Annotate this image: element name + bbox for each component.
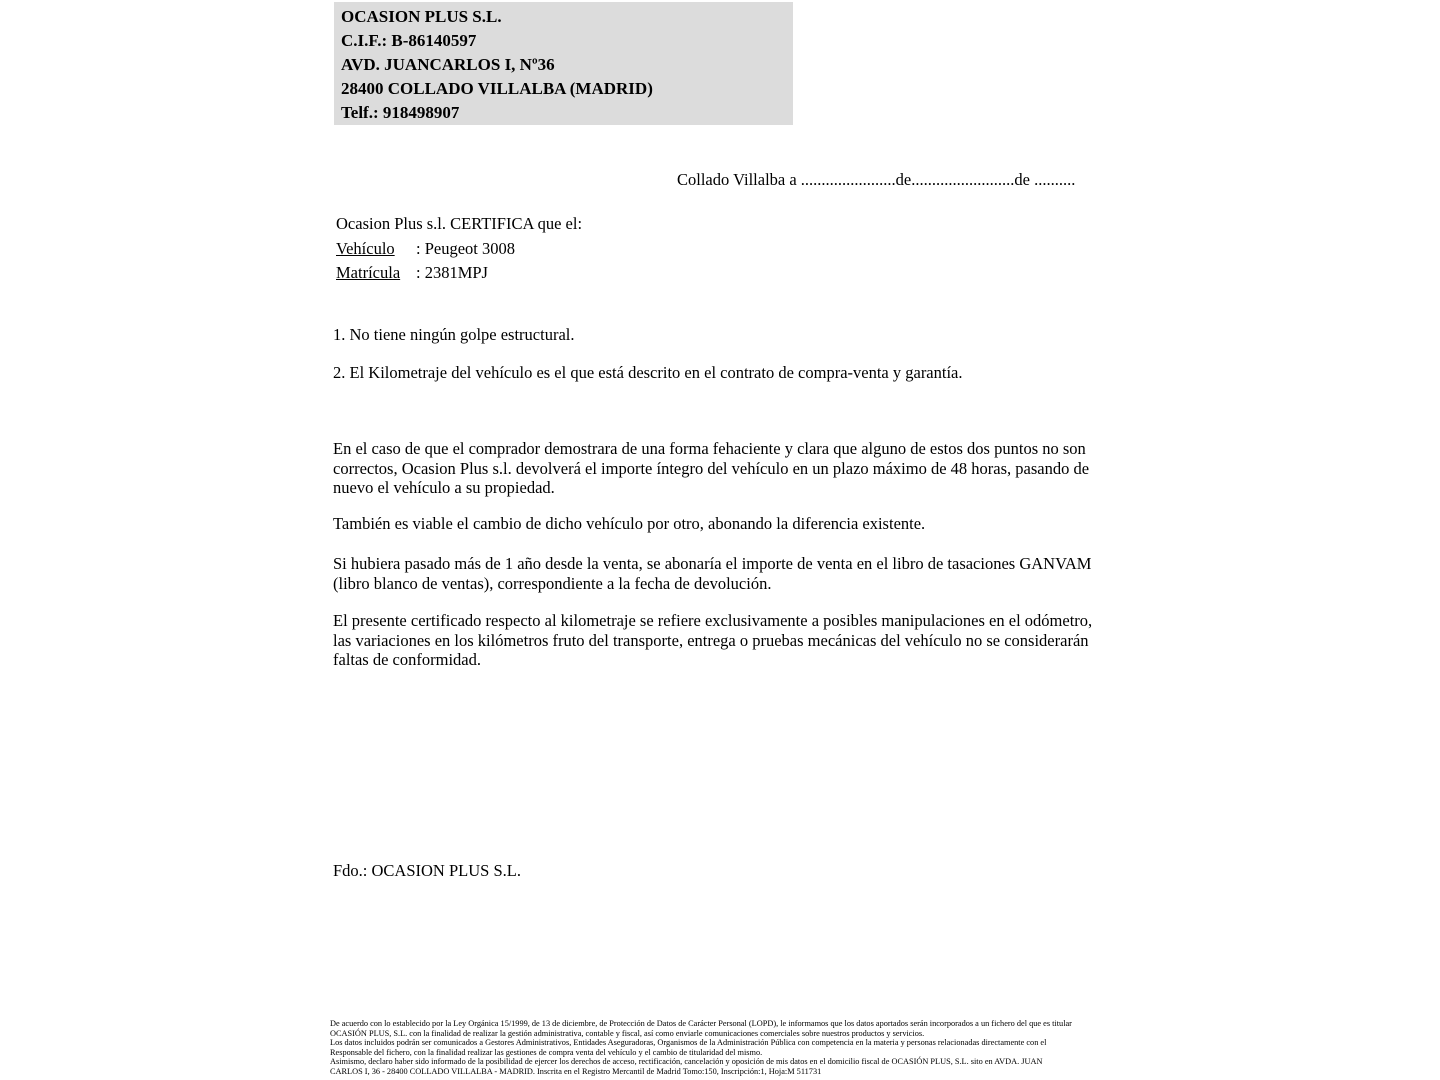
paragraph-odometer: El presente certificado respecto al kilometraje se refiere exclusivamente a posibles manipulaciones en el odómetro, las variaciones en los kilómetros fruto del transporte, entrega o pruebas mecánicas del vehículo no se considerarán faltas de conformidad. <box>333 611 1093 669</box>
company-address: AVD. JUANCARLOS I, Nº36 <box>341 55 555 74</box>
date-line: Collado Villalba a .......................de.........................de .......... <box>677 170 1076 189</box>
condition-point-2: 2. El Kilometraje del vehículo es el que está descrito en el contrato de compra-venta y garantía. <box>333 363 963 382</box>
legal-line: CARLOS I, 36 - 28400 COLLADO VILLALBA - MADRID. Inscrita en el Registro Mercantil de Madrid Tomo:150, Inscripción:1, Hoja:M 511731 <box>330 1066 822 1076</box>
legal-line: OCASIÓN PLUS, S.L. con la finalidad de realizar la gestión administrativa, contable y fiscal, así como enviarle comunicaciones comerciales sobre nuestros productos y servicios. <box>330 1028 925 1038</box>
paragraph-ganvam: Si hubiera pasado más de 1 año desde la venta, se abonaría el importe de venta en el libro de tasaciones GANVAM (libro blanco de ventas), correspondiente a la fecha de devolución. <box>333 554 1092 593</box>
legal-line: Asimismo, declaro haber sido informado de la posibilidad de ejercer los derechos de acceso, rectificación, cancelación y oposición de mis datos en el domicilio fiscal de OCASIÓN PLUS, S.L. sito en AVDA. JUAN <box>330 1057 1043 1067</box>
company-phone: Telf.: 918498907 <box>341 103 460 122</box>
plate-label: Matrícula <box>336 263 401 282</box>
certify-intro: Ocasion Plus s.l. CERTIFICA que el: <box>336 214 583 233</box>
legal-line: Responsable del fichero, con la finalidad realizar las gestiones de compra venta del vehículo y el cambio de titularidad del mismo. <box>330 1047 763 1057</box>
vehicle-value: : Peugeot 3008 <box>416 238 515 258</box>
plate-line <box>336 261 582 286</box>
paragraph-exchange: También es viable el cambio de dicho vehículo por otro, abonando la diferencia existente. <box>333 514 926 533</box>
signature-line: Fdo.: OCASION PLUS S.L. <box>333 861 521 880</box>
legal-line: De acuerdo con lo establecido por la Ley Orgánica 15/1999, de 13 de diciembre, de Protección de Datos de Carácter Personal (LOPD), le informamos que los datos aportados serán incorporados a un fichero del que es titular <box>330 1019 1072 1028</box>
legal-line: Los datos incluidos podrán ser comunicados a Gestores Administrativos, Entidades Aseguradoras, Organismos de la Administración Pública con competencia en la materia y personas relacionadas directamente con el <box>330 1038 1047 1048</box>
company-cif: C.I.F.: B-86140597 <box>341 31 477 50</box>
legal-footer <box>330 1019 1072 1077</box>
condition-point-1: 1. No tiene ningún golpe estructural. <box>333 325 575 344</box>
vehicle-label: Vehículo <box>336 238 395 258</box>
company-name: OCASION PLUS S.L. <box>341 7 502 26</box>
company-city: 28400 COLLADO VILLALBA (MADRID) <box>341 79 653 98</box>
paragraph-refund: En el caso de que el comprador demostrara de una forma fehaciente y clara que alguno de estos dos puntos no son correctos, Ocasion Plus s.l. devolverá el importe íntegro del vehículo en un plazo máximo de 48 horas, pasando de nuevo el vehículo a su propiedad. <box>333 439 1090 497</box>
plate-value: : 2381MPJ <box>416 263 488 282</box>
company-header-box <box>334 2 793 125</box>
certification-block <box>336 212 582 286</box>
vehicle-line <box>336 237 582 262</box>
